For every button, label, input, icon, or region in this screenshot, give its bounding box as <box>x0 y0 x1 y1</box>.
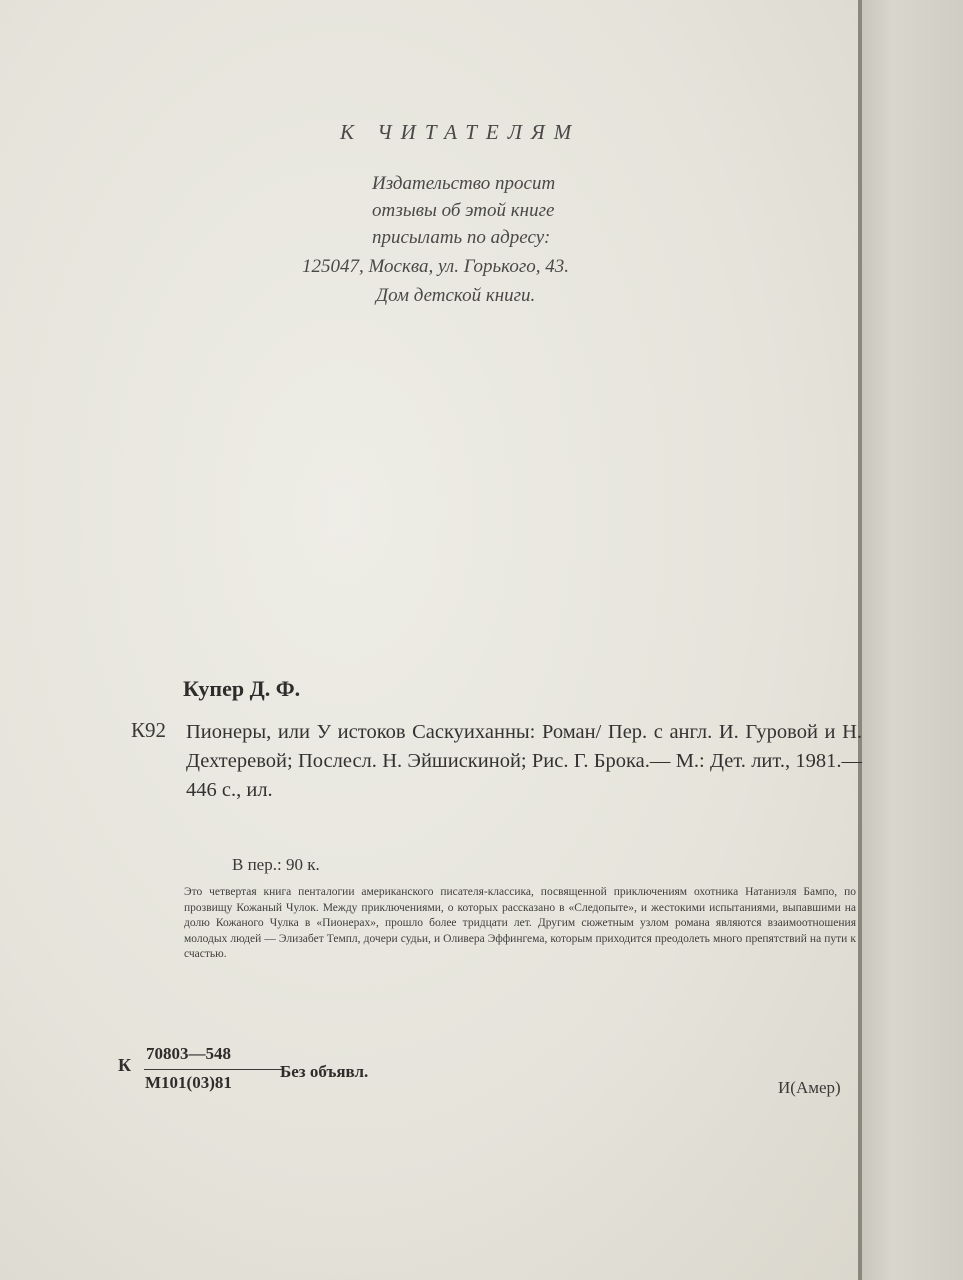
notice-line-3: присылать по адресу: <box>372 227 551 248</box>
price: В пер.: 90 к. <box>232 855 320 874</box>
no-ad-note: Без объявл. <box>280 1062 369 1081</box>
notice-line-address: 125047, Москва, ул. Горького, 43. <box>302 256 570 277</box>
index-denominator: М101(03)81 <box>145 1073 232 1092</box>
catalog-code: К92 <box>131 718 167 742</box>
notice-line-2: отзывы об этой книге <box>372 200 555 221</box>
bibliographic-description: Пионеры, или У истоков Саскуиханны: Роман/ Пер. с англ. И. Гуровой и Н. Дехтеревой; Послесл. Н. Эйшискиной; Рис. Г. Брока.— М.: Дет. лит., 1981.— 446 с., ил. <box>186 721 862 801</box>
fraction-line <box>144 1069 284 1070</box>
classification-code: И(Амер) <box>778 1078 841 1097</box>
index-numerator: 70803—548 <box>146 1044 231 1063</box>
notice-heading: К ЧИТАТЕЛЯМ <box>340 120 581 144</box>
notice-line-5: Дом детской книги. <box>376 285 536 306</box>
index-letter: К <box>118 1055 132 1075</box>
next-page-edge <box>862 0 963 1280</box>
author-name: Купер Д. Ф. <box>183 676 301 701</box>
annotation: Это четвертая книга пенталогии американского писателя-классика, посвященной приключениям охотника Натаниэля Бампо, по прозвищу Кожаный Чулок. Между приключениями, о которых рассказано в «Следопыте», и жестокими испытаниями, выпавшими на долю Кожаного Чулка в «Пионерах», прошло более тридцати лет. Другим сюжетным узлом романа являются взаимоотношения молодых людей — Элизабет Темпл, дочери судьи, и Оливера Эффингема, которым приходится преодолеть много препятствий на пути к счастью. <box>184 886 856 960</box>
notice-line-1: Издательство просит <box>372 173 556 194</box>
